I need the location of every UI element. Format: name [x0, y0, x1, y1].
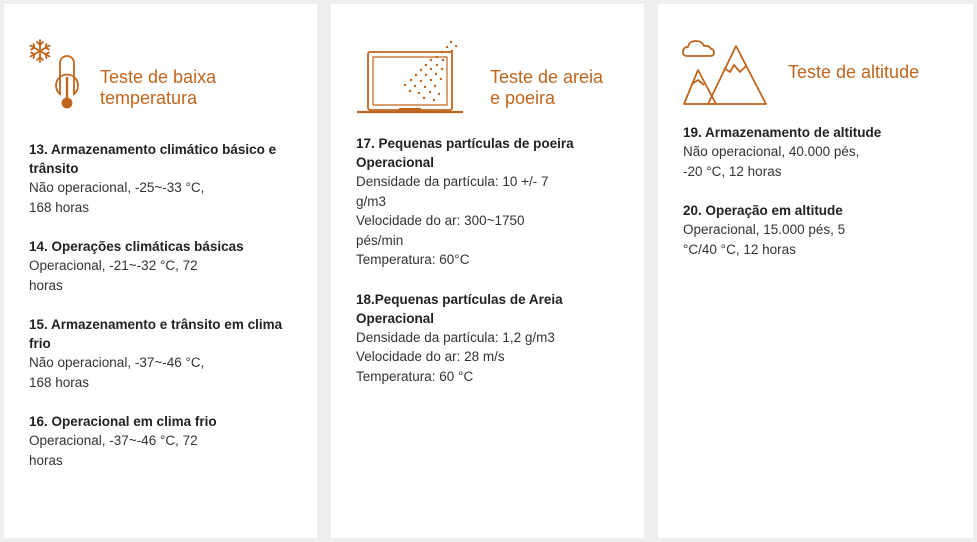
item-detail: Velocidade do ar: 300~1750 pés/min	[356, 213, 525, 248]
item-title: 14. Operações climáticas básicas	[29, 239, 244, 254]
laptop-dust-icon	[355, 38, 467, 118]
list-item	[29, 412, 299, 470]
test-list	[356, 134, 626, 406]
item-title: 13. Armazenamento climático básico e trânsito	[29, 142, 277, 176]
mountain-cloud-icon	[682, 38, 770, 106]
sand-dust-card	[331, 4, 644, 538]
list-item	[683, 123, 953, 181]
card-title: Teste de baixa temperatura	[100, 67, 217, 108]
item-detail: Temperatura: 60 °C	[356, 368, 474, 384]
item-title: 19. Armazenamento de altitude	[683, 125, 882, 140]
item-title: 15. Armazenamento e trânsito em clima frio	[29, 317, 283, 351]
item-title: 16. Operacional em clima frio	[29, 414, 217, 429]
item-detail: Temperatura: 60°C	[356, 252, 470, 267]
item-detail: Densidade da partícula: 10 +/- 7 g/m3	[356, 174, 549, 209]
item-detail: Operacional, -21~-32 °C, 72 horas	[29, 258, 198, 293]
item-detail: Não operacional, 40.000 pés, -20 °C, 12 horas	[683, 144, 860, 179]
list-item	[29, 140, 299, 217]
thermometer-snowflake-icon	[26, 38, 86, 120]
item-detail: Não operacional, -37~-46 °C, 168 horas	[29, 355, 205, 390]
item-detail: Operacional, -37~-46 °C, 72 horas	[29, 433, 198, 468]
card-title: Teste de altitude	[788, 62, 920, 82]
item-detail: Operacional, 15.000 pés, 5 °C/40 °C, 12 horas	[683, 222, 846, 257]
list-item	[683, 201, 953, 259]
card-title: Teste de areia e poeira	[490, 67, 604, 108]
item-title: 17. Pequenas partículas de poeira Operacional	[356, 136, 574, 170]
low-temperature-card	[4, 4, 317, 538]
test-list	[29, 140, 299, 490]
test-list	[683, 123, 953, 279]
altitude-card	[658, 4, 973, 538]
list-item	[356, 134, 626, 270]
item-detail: Velocidade do ar: 28 m/s	[356, 349, 505, 364]
item-title: 18.Pequenas partículas de Areia Operacional	[356, 291, 563, 326]
list-item	[356, 290, 626, 387]
item-detail: Não operacional, -25~-33 °C, 168 horas	[29, 180, 205, 215]
list-item	[29, 315, 299, 392]
list-item	[29, 237, 299, 295]
item-title: 20. Operação em altitude	[683, 203, 843, 218]
item-detail: Densidade da partícula: 1,2 g/m3	[356, 329, 555, 345]
